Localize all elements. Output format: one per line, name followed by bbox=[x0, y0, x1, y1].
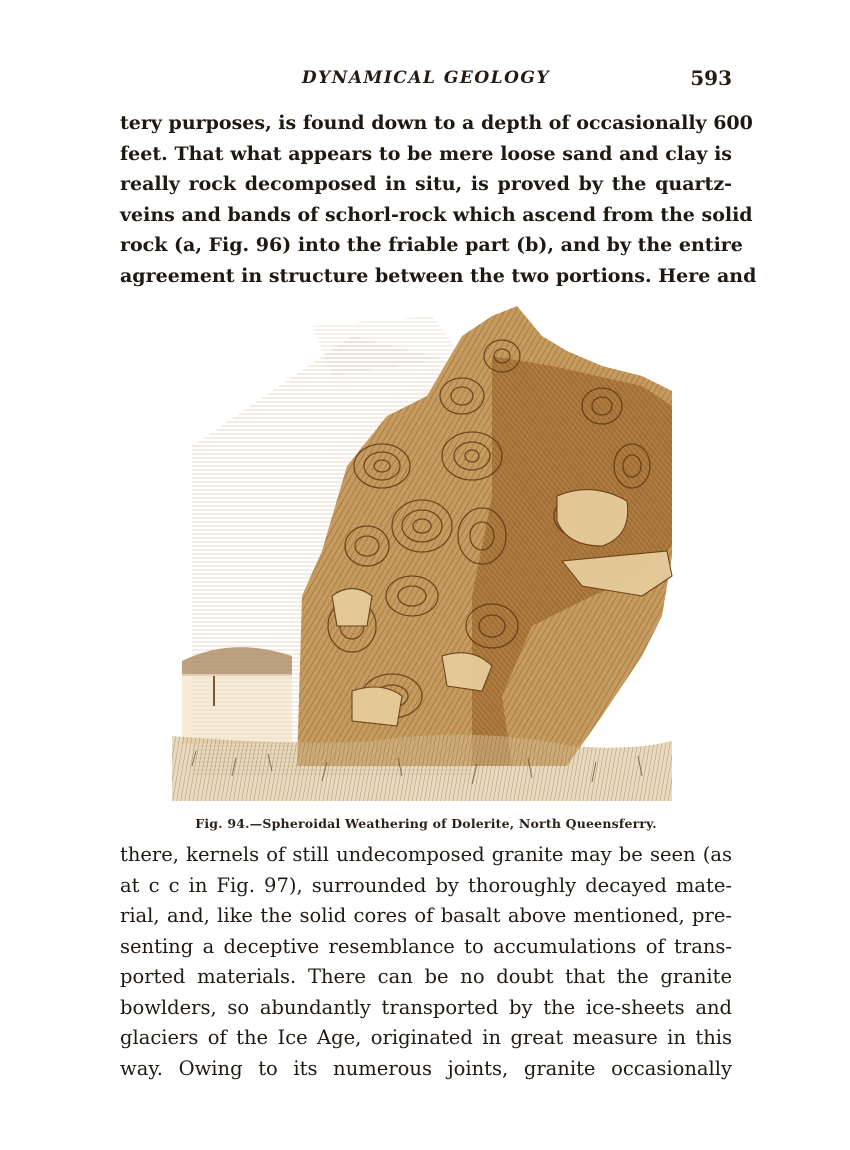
text-line: there, kernels of still undecomposed granite may be seen (as bbox=[120, 843, 732, 866]
paragraph-bottom bbox=[120, 840, 732, 1084]
paragraph-top bbox=[120, 108, 757, 291]
text-line: bowlders, so abundantly transported by the ice-sheets and bbox=[120, 995, 732, 1019]
text-line: at c c in Fig. 97), surrounded by thoroughly decayed mate- bbox=[120, 873, 732, 897]
text-line: senting a deceptive resemblance to accumulations of trans- bbox=[120, 934, 732, 958]
figure-caption: Fig. 94.—Spheroidal Weathering of Dolerite, North Queensferry. bbox=[195, 816, 657, 831]
text-line: way. Owing to its numerous joints, granite occasionally bbox=[120, 1056, 732, 1080]
distant-hill bbox=[182, 647, 292, 744]
running-head: DYNAMICAL GEOLOGY bbox=[301, 68, 551, 88]
text-line: rock (a, Fig. 96) into the friable part (b), and by the entire bbox=[120, 234, 743, 256]
figure-illustration bbox=[172, 296, 678, 816]
page-number: 593 bbox=[690, 66, 732, 90]
text-line: rial, and, like the solid cores of basalt above mentioned, pre- bbox=[120, 904, 732, 927]
text-line: agreement in structure between the two portions. Here and bbox=[120, 264, 757, 287]
ground-grass bbox=[172, 735, 672, 801]
text-line: glaciers of the Ice Age, originated in great measure in this bbox=[120, 1026, 732, 1049]
text-line: tery purposes, is found down to a depth of occasionally 600 bbox=[120, 112, 753, 134]
text-line: really rock decomposed in situ, is proved by the quartz- bbox=[120, 173, 732, 195]
text-line: veins and bands of schorl-rock which ascend from the solid bbox=[120, 203, 753, 226]
page-header bbox=[120, 64, 732, 94]
text-line: ported materials. There can be no doubt that the granite bbox=[120, 965, 732, 988]
text-line: feet. That what appears to be mere loose sand and clay is bbox=[120, 142, 732, 165]
rock-outcrop-engraving bbox=[172, 296, 678, 816]
